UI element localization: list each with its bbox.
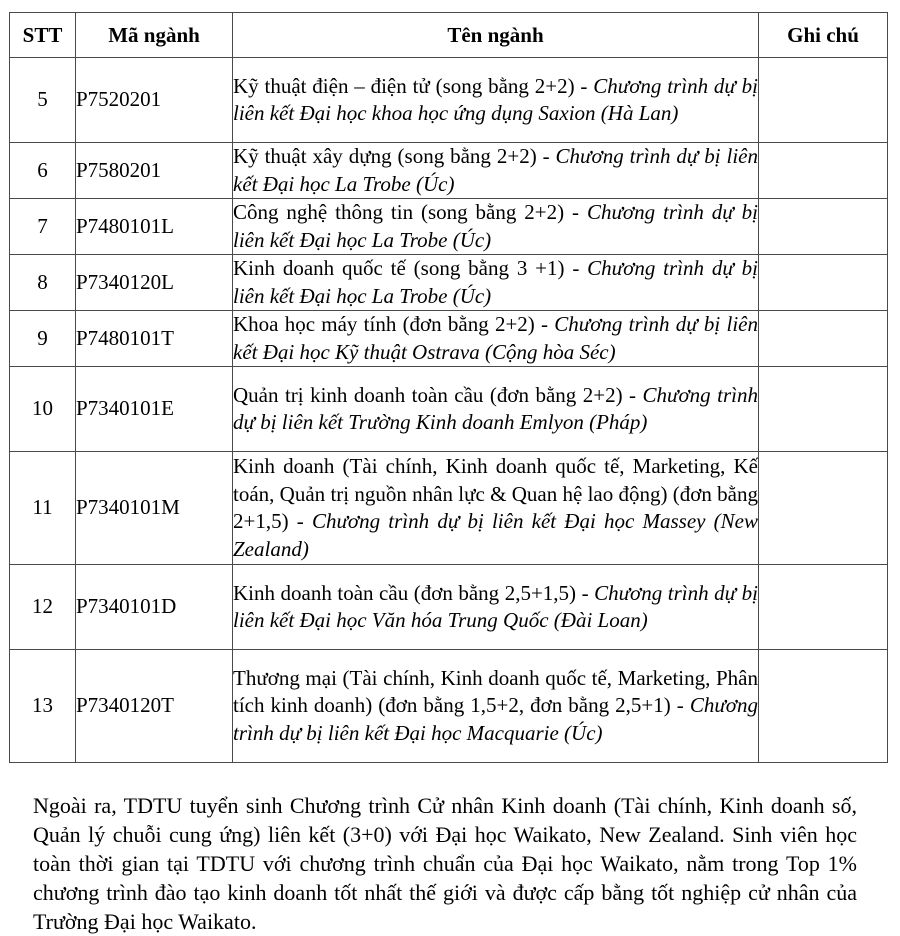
program-name-text: Chương trình dự bị liên kết Đại học Macquarie (Úc) <box>233 693 758 745</box>
note-cell <box>759 58 888 143</box>
major-name-cell <box>233 58 759 143</box>
stt-cell: 7 <box>10 199 76 255</box>
major-name-cell <box>233 650 759 763</box>
program-name-text: Chương trình dự bị liên kết Đại học La Trobe (Úc) <box>233 144 758 196</box>
major-code-cell: P7340101D <box>76 565 233 650</box>
major-code-cell: P7340120T <box>76 650 233 763</box>
major-name-text: Công nghệ thông tin (song bằng 2+2) - <box>233 200 587 224</box>
major-code-cell: P7580201 <box>76 143 233 199</box>
note-cell <box>759 199 888 255</box>
major-name-cell <box>233 367 759 452</box>
major-name-text: Kinh doanh toàn cầu (đơn bằng 2,5+1,5) - <box>233 580 595 605</box>
note-cell <box>759 452 888 565</box>
table-row <box>10 58 888 143</box>
program-name-text: Chương trình dự bị liên kết Đại học Kỹ thuật Ostrava (Cộng hòa Séc) <box>233 312 758 364</box>
stt-cell: 12 <box>10 565 76 650</box>
table-row <box>10 650 888 763</box>
major-code-cell: P7340101E <box>76 367 233 452</box>
admissions-table <box>9 12 888 763</box>
stt-cell: 5 <box>10 58 76 143</box>
stt-cell: 8 <box>10 255 76 311</box>
program-name-text: Chương trình dự bị liên kết Đại học Văn hóa Trung Quốc (Đài Loan) <box>233 580 758 632</box>
major-name-cell <box>233 143 759 199</box>
program-name-text: Chương trình dự bị liên kết Đại học khoa học ứng dụng Saxion (Hà Lan) <box>233 73 758 125</box>
major-name-cell <box>233 565 759 650</box>
table-row <box>10 143 888 199</box>
major-name-text: Kinh doanh (Tài chính, Kinh doanh quốc tế, Marketing, Kế toán, Quản trị nguồn nhân lực & Quan hệ lao động) (đơn bằng 2+1,5) - <box>233 454 758 533</box>
table-row <box>10 452 888 565</box>
major-code-cell: P7480101T <box>76 311 233 367</box>
table-header-row <box>10 13 888 58</box>
table-row <box>10 565 888 650</box>
column-header-major-code: Mã ngành <box>76 13 233 58</box>
stt-cell: 10 <box>10 367 76 452</box>
program-name-text: Chương trình dự bị liên kết Đại học Massey (New Zealand) <box>233 509 758 561</box>
major-code-cell: P7520201 <box>76 58 233 143</box>
table-row <box>10 311 888 367</box>
major-name-cell <box>233 452 759 565</box>
major-name-text: Kinh doanh quốc tế (song bằng 3 +1) - <box>233 256 588 280</box>
stt-cell: 6 <box>10 143 76 199</box>
major-name-text: Thương mại (Tài chính, Kinh doanh quốc tế, Marketing, Phân tích kinh doanh) (đơn bằng 1,5+2, đơn bằng 2,5+1) - <box>233 665 758 718</box>
note-cell <box>759 311 888 367</box>
note-cell <box>759 565 888 650</box>
major-code-cell: P7340101M <box>76 452 233 565</box>
note-cell <box>759 255 888 311</box>
note-cell <box>759 367 888 452</box>
program-name-text: Chương trình dự bị liên kết Trường Kinh doanh Emlyon (Pháp) <box>233 382 758 434</box>
column-header-note: Ghi chú <box>759 13 888 58</box>
note-cell <box>759 143 888 199</box>
stt-cell: 13 <box>10 650 76 763</box>
table-row <box>10 367 888 452</box>
major-name-text: Kỹ thuật xây dựng (song bằng 2+2) - <box>233 144 556 168</box>
additional-info-paragraph: Ngoài ra, TDTU tuyển sinh Chương trình Cử nhân Kinh doanh (Tài chính, Kinh doanh số, Quản lý chuỗi cung ứng) liên kết (3+0) với Đại học Waikato, New Zealand. Sinh viên học toàn thời gian tại TDTU với chương trình chuẩn của Đại học Waikato, nằm trong Top 1% chương trình đào tạo kinh doanh tốt nhất thế giới và được cấp bằng tốt nghiệp cử nhân của Trường Đại học Waikato. <box>33 793 857 934</box>
stt-cell: 9 <box>10 311 76 367</box>
stt-cell: 11 <box>10 452 76 565</box>
major-name-cell <box>233 255 759 311</box>
major-name-text: Khoa học máy tính (đơn bằng 2+2) - <box>233 312 555 336</box>
major-code-cell: P7340120L <box>76 255 233 311</box>
major-name-cell <box>233 311 759 367</box>
major-name-text: Kỹ thuật điện – điện tử (song bằng 2+2) - <box>233 73 594 98</box>
program-name-text: Chương trình dự bị liên kết Đại học La Trobe (Úc) <box>233 256 758 308</box>
table-row <box>10 255 888 311</box>
major-name-text: Quản trị kinh doanh toàn cầu (đơn bằng 2+2) - <box>233 382 643 407</box>
major-code-cell: P7480101L <box>76 199 233 255</box>
column-header-major-name: Tên ngành <box>233 13 759 58</box>
note-cell <box>759 650 888 763</box>
major-name-cell <box>233 199 759 255</box>
column-header-stt: STT <box>10 13 76 58</box>
table-row <box>10 199 888 255</box>
program-name-text: Chương trình dự bị liên kết Đại học La Trobe (Úc) <box>233 200 758 252</box>
